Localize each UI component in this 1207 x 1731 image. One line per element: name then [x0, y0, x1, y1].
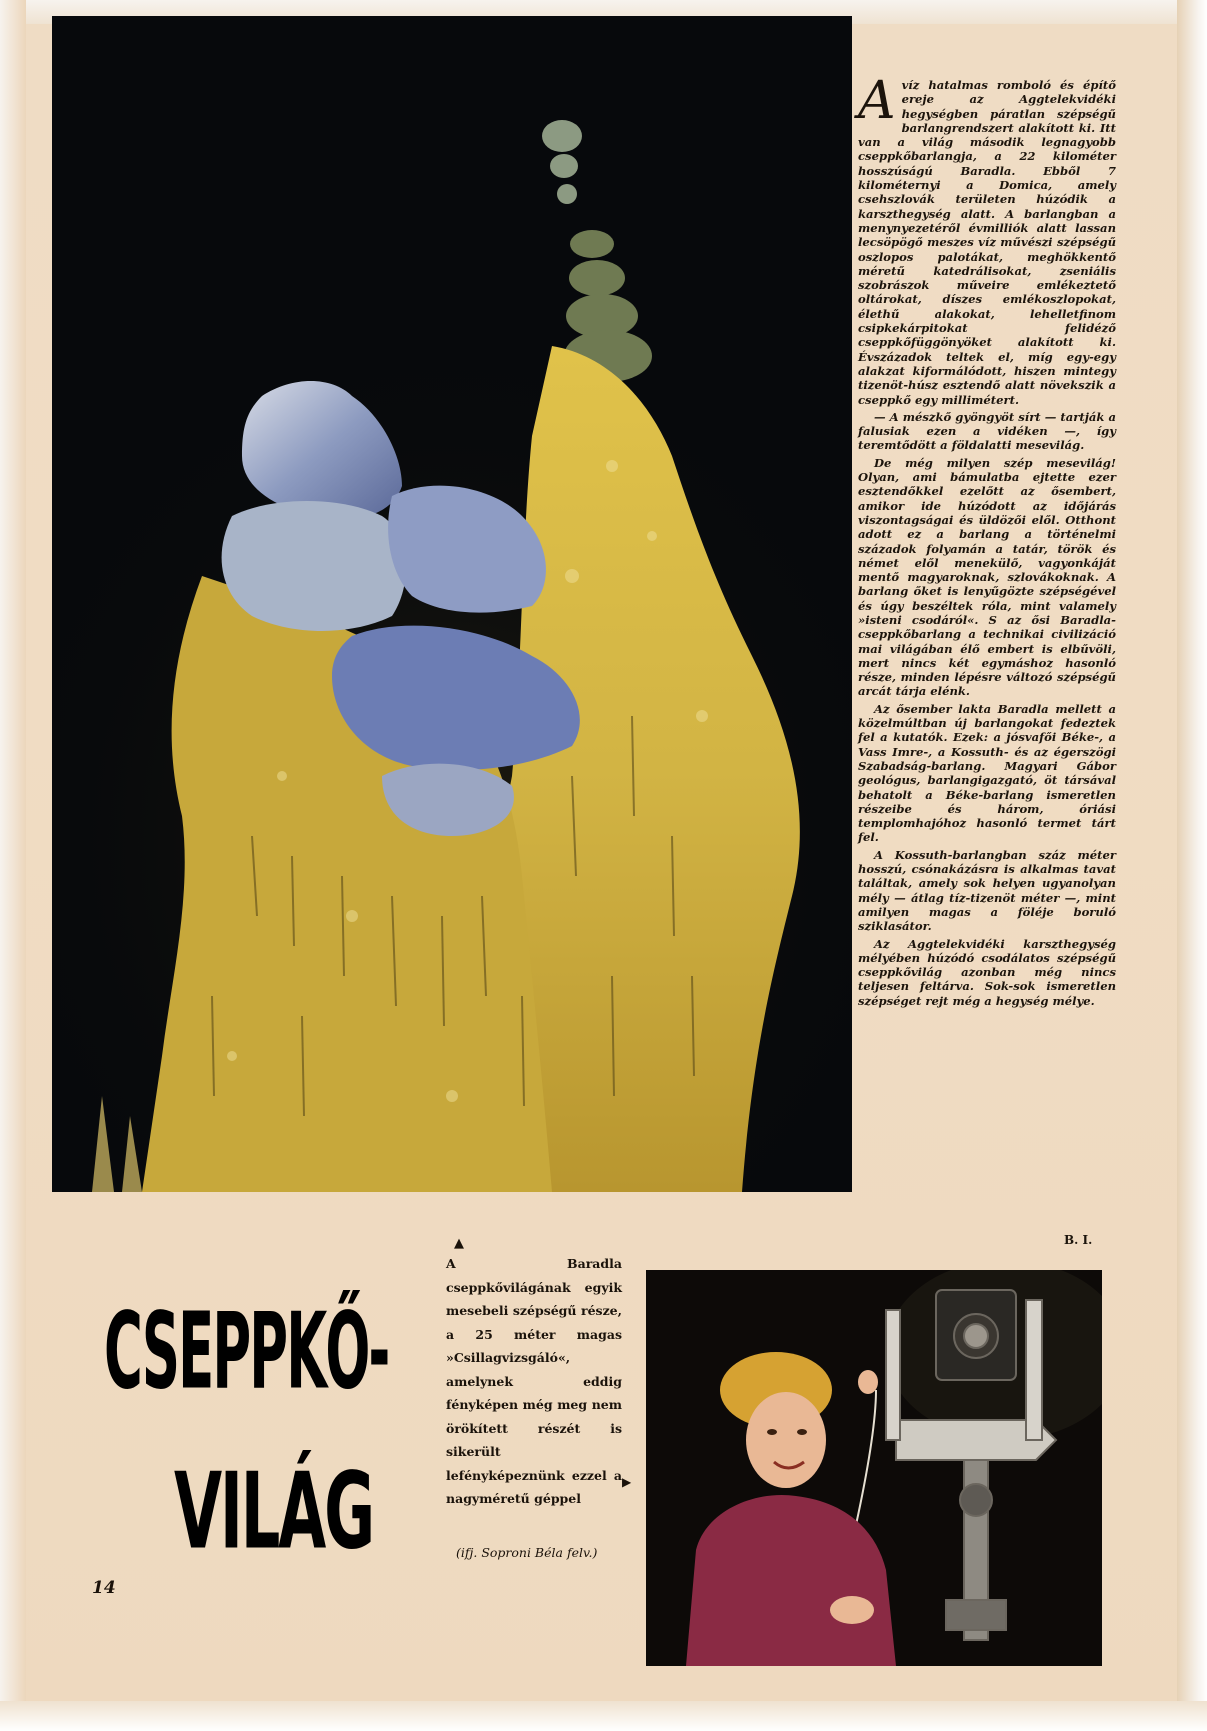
page-edge-bottom: [0, 1701, 1207, 1731]
stalagmite-photo: [52, 16, 852, 1192]
caption-up-arrow-icon: ▲: [454, 1236, 464, 1251]
article-paragraph: Az Aggtelekvidéki karszthegység mélyében húzódó csodálatos szépségű cseppkővilág azonban még nincs teljesen feltárva. Sok-sok ismeretlen szépséget rejt még a hegység mélye.: [858, 936, 1116, 1008]
caption-pointer-icon: ▶: [622, 1475, 632, 1489]
title-line-2: VILÁG: [174, 1450, 373, 1573]
photographer-with-camera-photo: [646, 1270, 1102, 1666]
caption-text: A Baradla cseppkővilágának egyik mesebeli szépségű része, a 25 méter magas »Csillagvizsgáló«, amelynek eddig fényképen még meg nem örökített részét is sikerült lefényképeznünk ezzel a nagyméretű géppel: [446, 1256, 622, 1506]
article-title: [104, 1270, 444, 1573]
article-paragraph: Avíz hatalmas romboló és építő ereje az Aggtelekvidéki hegységben páratlan szépségű barlangrendszert alakított ki. Itt van a világ második legnagyobb cseppkőbarlangja, a 22 kilométer hosszúságú Baradla. Ebből 7 kilométernyi a Domica, amely csehszlovák területen húzódik a karszthegység alatt. A barlangban a menynyezetéről évmilliók alatt lassan lecsöpögő meszes víz művészi szépségű oszlopos palotákat, meghökkentő méretű katedrálisokat, zseniális szobrászok műveire emlékeztető oltárokat, díszes emlékoszlopokat, élethű alakokat, lehelletfinom csipkekárpitokat felidéző cseppkőfüggönyöket alakított ki. Évszázadok teltek el, míg egy-egy alakzat kiformálódott, hiszen mintegy tizenöt-húsz esztendő alatt növekszik a cseppkő egy millimétert.: [858, 71, 1116, 407]
stalagmite-illustration: [52, 16, 852, 1192]
page-edge-left: [0, 0, 26, 1731]
page-edge-right: [1177, 0, 1207, 1731]
article-paragraph: — A mészkő gyöngyöt sírt — tartják a falusiak ezen a vidéken —, így teremtődött a földalatti mesevilág.: [858, 409, 1116, 453]
article-signature: B. I.: [1064, 1233, 1093, 1247]
page-number: 14: [92, 1578, 116, 1598]
photo-caption: [446, 1236, 622, 1511]
article-dropcap: A: [858, 71, 896, 131]
article-paragraph: De még milyen szép mesevilág! Olyan, ami bámulatba ejtette ezer esztendőkkel ezelőtt az ősembert, amikor ide húzódott az időjárás viszontagságai és üldözői elől. Otthont adott ez a barlang a történelmi századok folyamán a tatár, török és német elől menekülő, vagyonkáját mentő magyaroknak, szlovákoknak. A barlang őket is lenyűgözte szépségével és úgy beszéltek róla, mint valamely »isteni csodáról«. S az ősi Baradla-cseppkőbarlang a technikai civilizáció mai világában élő embert is elbűvöli, mert nincs két egymáshoz hasonló része, minden lépésre változó szépségű arcát tárja elénk.: [858, 455, 1116, 699]
article-paragraph: A Kossuth-barlangban száz méter hosszú, csónakázásra is alkalmas tavat találtak, amely sok helyen ugyanolyan mély — átlag tíz-tizenöt méter —, mint amilyen magas a föléje boruló sziklasátor.: [858, 847, 1116, 934]
photographer-illustration: [646, 1270, 1102, 1666]
article-body: [858, 71, 1116, 1011]
photo-credit: (ifj. Soproni Béla felv.): [456, 1545, 598, 1560]
title-line-1: CSEPPKŐ-: [104, 1290, 389, 1413]
article-paragraph: Az ősember lakta Baradla mellett a közelmúltban új barlangokat fedeztek fel a kutatók. Ezek: a jósvafői Béke-, a Vass Imre-, a Kossuth- és az égerszögi Szabadság-barlang. Magyari Gábor geológus, barlangigazgató, öt társával behatolt a Béke-barlang ismeretlen részeibe és három, óriási templomhajóhoz hasonló termet tárt fel.: [858, 701, 1116, 845]
